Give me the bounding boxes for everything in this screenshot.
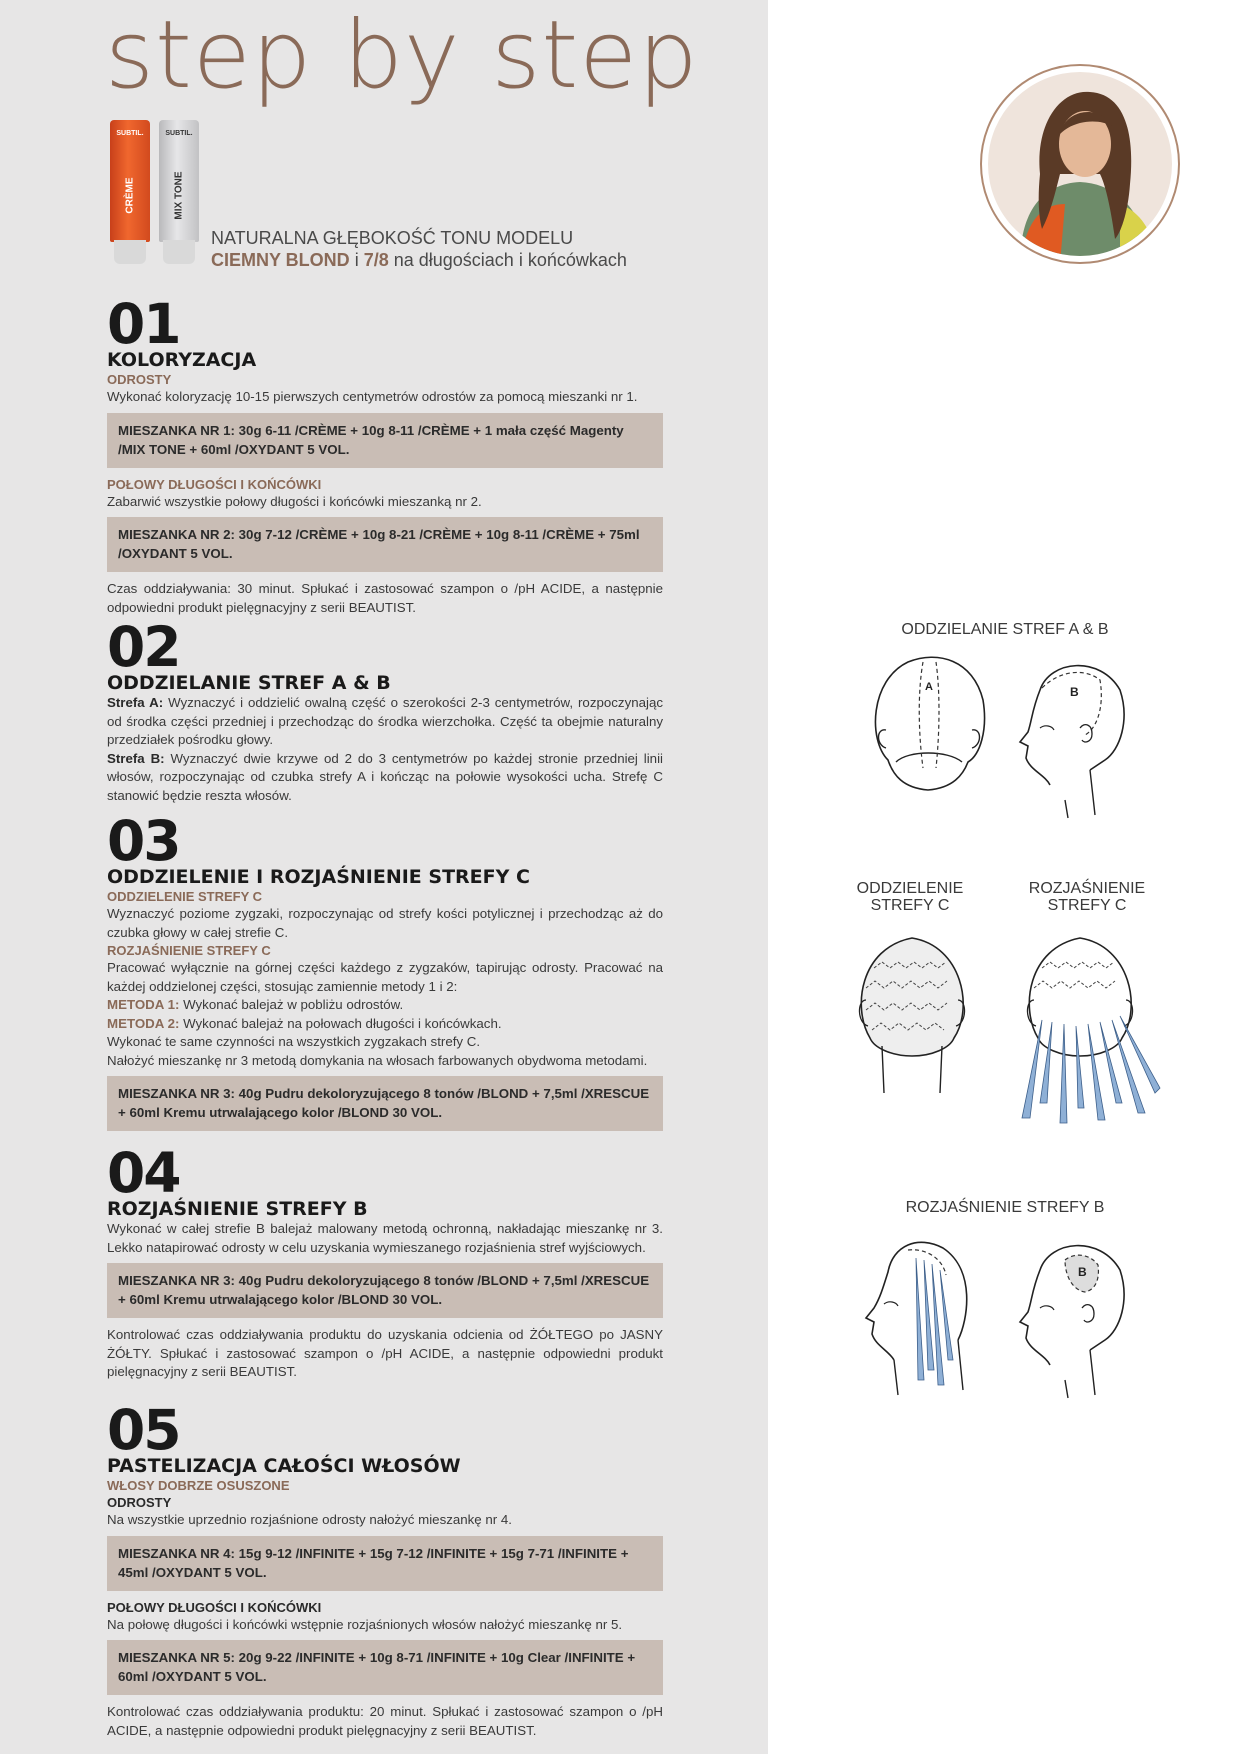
step-03 <box>107 809 663 1139</box>
diagram-title: ODDZIELENIE STREFY C <box>856 880 964 914</box>
step-number: 01 <box>107 292 180 356</box>
step-text: Na połowę długości i końcówki wstępnie rozjaśnionych włosów nałożyć mieszankę nr 5. <box>107 1616 623 1632</box>
step-text: Wykonać w całej strefie B balejaż malowany metodą ochronną, nakładając mieszankę nr 3. Lekko natapirować odrosty w celu uzyskania wymieszanego rozjaśnienia stref wyjściowych. <box>107 1221 663 1255</box>
step-text: METODA 2: Wykonać balejaż na połowach długości i końcówkach. <box>107 1015 502 1031</box>
mix-box: MIESZANKA NR 2: 30g 7-12 /CRÈME + 10g 8-21 /CRÈME + 10g 8-11 /CRÈME + 75ml /OXYDANT 5 VOL. <box>107 517 663 572</box>
step-text: Strefa B: Wyznaczyć dwie krzywe od 2 do 3 centymetrów po każdej stronie przedniej linii włosów, rozpoczynając od czubka strefy A i kończąc na połowie wysokości ucha. Strefę C stanowić będzie reszta włosów. <box>107 750 663 803</box>
mix-box: MIESZANKA NR 3: 40g Pudru dekoloryzującego 8 tonów /BLOND + 7,5ml /XRESCUE + 60ml Kremu utrwalającego kolor /BLOND 30 VOL. <box>107 1263 663 1318</box>
step-heading: PASTELIZACJA CAŁOŚCI WŁOSÓW <box>107 1455 461 1477</box>
step-text: Nałożyć mieszankę nr 3 metodą domykania na włosach farbowanych obydwoma metodami. <box>107 1052 648 1068</box>
head-back-zone-a-diagram <box>868 650 988 800</box>
step-heading: ODDZIELANIE STREF A & B <box>107 672 391 694</box>
step-subheading: ODROSTY <box>107 372 172 387</box>
step-number: 05 <box>107 1398 180 1462</box>
tube-cap <box>163 240 195 264</box>
tube-brand: SUBTIL. <box>165 130 193 137</box>
step-04 <box>107 1141 663 1382</box>
step-heading: KOLORYZACJA <box>107 349 257 371</box>
creme-tube <box>110 120 150 242</box>
page-title: step by step <box>105 1 699 110</box>
model-tone-line1: NATURALNA GŁĘBOKOŚĆ TONU MODELU <box>211 228 574 248</box>
mix-box: MIESZANKA NR 1: 30g 6-11 /CRÈME + 10g 8-11 /CRÈME + 1 mała część Magenty /MIX TONE + 60ml /OXYDANT 5 VOL. <box>107 413 663 468</box>
tone-number: 7/8 <box>363 250 389 270</box>
step-text: Czas oddziaływania: 30 minut. Spłukać i zastosować szampon o /pH ACIDE, a następnie odpowiedni produkt pielęgnacyjny z serii BEAUTIST. <box>107 581 663 615</box>
step-text: Kontrolować czas oddziaływania produktu: 20 minut. Spłukać i zastosować szampon o /pH ACIDE, a następnie odpowiedni produkt pielęgnacyjny z serii BEAUTIST. <box>107 1704 663 1738</box>
step-subheading: ROZJAŚNIENIE STREFY C <box>107 943 271 958</box>
step-subheading: POŁOWY DŁUGOŚCI I KOŃCÓWKI <box>107 476 322 492</box>
tube-label: CRÈME <box>124 177 136 214</box>
step-01 <box>107 292 663 617</box>
step-text: Na wszystkie uprzednio rozjaśnione odrosty nałożyć mieszankę nr 4. <box>107 1512 513 1527</box>
mix-box: MIESZANKA NR 3: 40g Pudru dekoloryzującego 8 tonów /BLOND + 7,5ml /XRESCUE + 60ml Kremu utrwalającego kolor /BLOND 30 VOL. <box>107 1076 663 1131</box>
model-tone-line2: CIEMNY BLOND i 7/8 na długościach i końcówkach <box>211 250 627 270</box>
tube-brand: SUBTIL. <box>116 130 144 137</box>
step-heading: ODDZIELENIE I ROZJAŚNIENIE STREFY C <box>107 866 530 888</box>
step-number: 02 <box>107 615 180 679</box>
head-side-zone-b-diagram <box>1010 650 1130 820</box>
zone-label: B <box>1078 1265 1087 1279</box>
diagram-title: ROZJAŚNIENIE STREFY B <box>905 1199 1105 1216</box>
head-side-streaks-diagram <box>858 1230 998 1400</box>
step-text: Wykonać te same czynności na wszystkich zygzakach strefy C. <box>107 1034 481 1049</box>
tube-label: MIX TONE <box>173 171 185 220</box>
step-subheading: POŁOWY DŁUGOŚCI I KOŃCÓWKI <box>107 1599 322 1615</box>
head-zone-c-zigzag-diagram <box>852 928 972 1098</box>
step-text: Zabarwić wszystkie połowy długości i końcówki mieszanką nr 2. <box>107 493 482 509</box>
mix-box: MIESZANKA NR 4: 15g 9-12 /INFINITE + 15g 7-12 /INFINITE + 15g 7-71 /INFINITE + 45ml /OXYDANT 5 VOL. <box>107 1536 663 1591</box>
step-heading: ROZJAŚNIENIE STREFY B <box>107 1198 368 1220</box>
step-subheading: WŁOSY DOBRZE OSUSZONE <box>107 1478 290 1493</box>
step-text: Strefa A: Wyznaczyć i oddzielić owalną część o szerokości 2-3 centymetrów, rozpoczynając od środka części przedniej i przechodząc do środka wierzchołka. Część ta obejmie naturalny przedziałek pośrodku głowy. <box>107 695 664 747</box>
model-portrait <box>980 64 1180 264</box>
step-subheading: ODDZIELENIE STREFY C <box>107 889 263 904</box>
step-05 <box>107 1398 663 1740</box>
diagram-title: ODDZIELANIE STREF A & B <box>901 621 1109 638</box>
head-zone-c-lightening-diagram <box>1020 928 1160 1128</box>
mixtone-tube <box>159 120 199 242</box>
step-text: Wyznaczyć poziome zygzaki, rozpoczynając od strefy kości potylicznej i przechodząc aż do czubka głowy w całej strefie C. <box>107 906 663 940</box>
step-text: Wykonać koloryzację 10-15 pierwszych centymetrów odrostów za pomocą mieszanki nr 1. <box>107 389 638 404</box>
step-text: METODA 1: Wykonać balejaż w pobliżu odrostów. <box>107 997 404 1012</box>
zone-label: B <box>1070 685 1079 699</box>
step-subheading: ODROSTY <box>107 1495 172 1510</box>
mix-box: MIESZANKA NR 5: 20g 9-22 /INFINITE + 10g 8-71 /INFINITE + 10g Clear /INFINITE + 60ml /OXYDANT 5 VOL. <box>107 1640 663 1695</box>
step-text: Kontrolować czas oddziaływania produktu do uzyskania odcienia od ŻÓŁTEGO po JASNY ŻÓŁTY. Spłukać i zastosować szampon o /pH ACIDE, a następnie odpowiedni produkt pielęgnacyjny z serii BEAUTIST. <box>107 1327 663 1379</box>
step-number: 03 <box>107 809 180 873</box>
diagram-title: ROZJAŚNIENIE STREFY C <box>1028 880 1146 914</box>
tube-cap <box>114 240 146 264</box>
zone-label: A <box>925 681 933 693</box>
head-side-zone-b-lightened-diagram <box>1010 1230 1150 1400</box>
tone-name: CIEMNY BLOND <box>211 250 350 270</box>
step-number: 04 <box>107 1141 180 1205</box>
step-02 <box>107 615 664 805</box>
step-text: Pracować wyłącznie na górnej części każdego z zygzaków, tapirując odrosty. Pracować na każdej oddzielonej części, stosując zamiennie metody 1 i 2: <box>107 960 663 994</box>
